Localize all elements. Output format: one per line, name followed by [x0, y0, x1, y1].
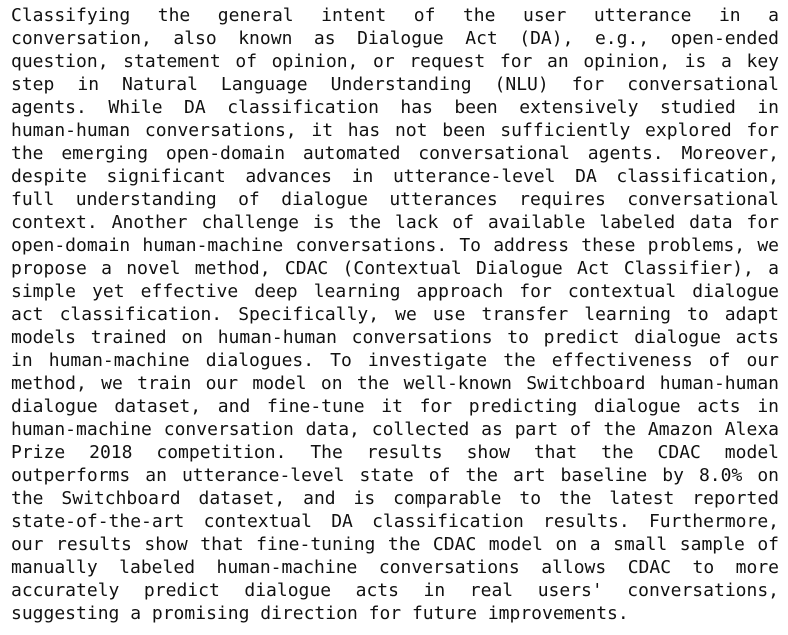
abstract-line: act classification. Specifically, we use transfer learning to adapt: [11, 304, 779, 325]
abstract-line: despite significant advances in utterance-level DA classification,: [11, 166, 779, 187]
abstract-line: method, we train our model on the well-known Switchboard human-human: [11, 373, 779, 394]
abstract-line: state-of-the-art contextual DA classification results. Furthermore,: [11, 511, 779, 532]
abstract-line: accurately predict dialogue acts in real users' conversations,: [11, 580, 779, 601]
abstract-line: step in Natural Language Understanding (NLU) for conversational: [11, 74, 779, 95]
abstract-line: agents. While DA classification has been extensively studied in: [11, 97, 779, 118]
abstract-line: human-machine conversation data, collected as part of the Amazon Alexa: [11, 419, 779, 440]
abstract-line: our results show that fine-tuning the CDAC model on a small sample of: [11, 534, 779, 555]
abstract-line: open-domain human-machine conversations. To address these problems, we: [11, 235, 779, 256]
abstract-line: Classifying the general intent of the user utterance in a: [11, 5, 779, 26]
abstract-line: in human-machine dialogues. To investigate the effectiveness of our: [11, 350, 779, 371]
abstract-line: the Switchboard dataset, and is comparable to the latest reported: [11, 488, 779, 509]
abstract-paragraph: [11, 4, 779, 625]
abstract-line: outperforms an utterance-level state of the art baseline by 8.0% on: [11, 465, 779, 486]
abstract-line: context. Another challenge is the lack of available labeled data for: [11, 212, 779, 233]
abstract-line: suggesting a promising direction for future improvements.: [11, 603, 629, 624]
abstract-line: Prize 2018 competition. The results show that the CDAC model: [11, 442, 779, 463]
abstract-line: dialogue dataset, and fine-tune it for predicting dialogue acts in: [11, 396, 779, 417]
abstract-line: the emerging open-domain automated conversational agents. Moreover,: [11, 143, 779, 164]
abstract-line: human-human conversations, it has not been sufficiently explored for: [11, 120, 779, 141]
abstract-line: conversation, also known as Dialogue Act (DA), e.g., open-ended: [11, 28, 779, 49]
abstract-line: full understanding of dialogue utterances requires conversational: [11, 189, 779, 210]
abstract-line: models trained on human-human conversations to predict dialogue acts: [11, 327, 779, 348]
abstract-line: question, statement of opinion, or request for an opinion, is a key: [11, 51, 779, 72]
abstract-line: propose a novel method, CDAC (Contextual Dialogue Act Classifier), a: [11, 258, 779, 279]
abstract-line: simple yet effective deep learning approach for contextual dialogue: [11, 281, 779, 302]
abstract-line: manually labeled human-machine conversations allows CDAC to more: [11, 557, 779, 578]
